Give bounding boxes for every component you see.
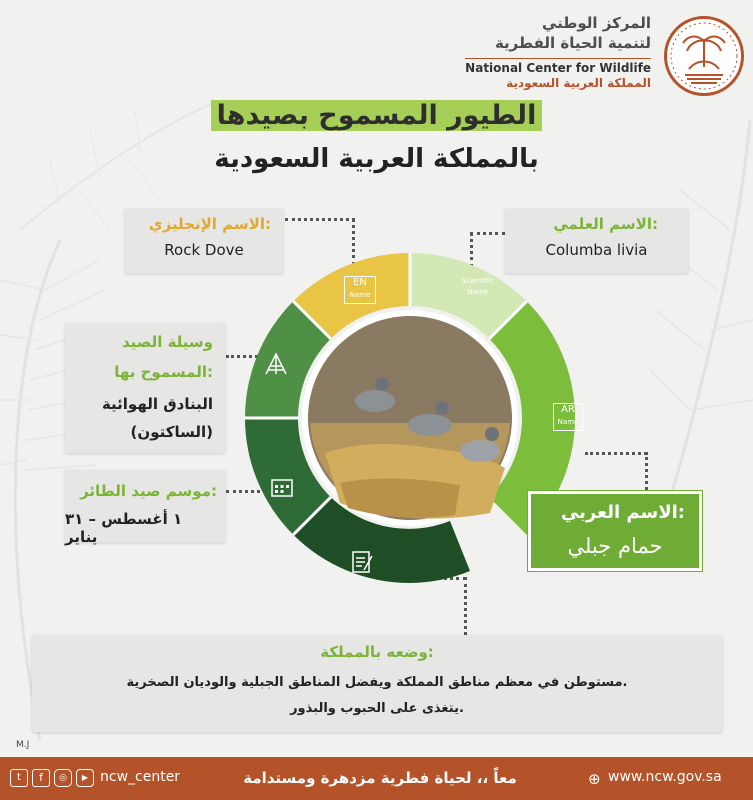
status-line2: يتغذى على الحبوب والبذور. [290, 701, 464, 716]
footer-slogan: معاً ،، لحياة فطرية مزدهرة ومستدامة [243, 769, 517, 787]
twitter-icon[interactable]: t [10, 769, 28, 787]
hunting-tool-label-line2: المسموح بها: [114, 363, 213, 381]
globe-icon: ⊕ [588, 770, 601, 788]
designer-signature: M.J [16, 740, 30, 750]
footer-bar [0, 757, 753, 800]
connector-status-v [464, 577, 467, 635]
arabic-name-value: حمام جبلي [567, 534, 663, 558]
ar-name-badge: AR Name [553, 403, 583, 431]
english-name-value: Rock Dove [164, 241, 244, 259]
footer-website[interactable]: www.ncw.gov.sa [608, 769, 722, 785]
season-value: ١ أغسطس – ٣١ يناير [65, 510, 183, 546]
org-country-ar: المملكة العربية السعودية [506, 76, 651, 90]
clipboard-icon [350, 548, 374, 574]
org-name-en: National Center for Wildlife [465, 58, 651, 75]
calendar-icon [270, 476, 294, 498]
hunting-tool-value-line1: البنادق الهوائية [101, 395, 213, 413]
ncw-logo [664, 16, 744, 96]
status-card [32, 635, 722, 732]
status-label: وضعه بالمملكة: [320, 643, 434, 661]
org-name-ar-line1: المركز الوطني [541, 14, 651, 32]
social-icons [10, 769, 94, 787]
scientific-name-value: Columba livia [545, 241, 648, 259]
page-title-line1: الطيور المسموح بصيدها [0, 100, 753, 131]
connector-arabic-v [645, 452, 648, 490]
hunting-tool-value-line2: (الساكتون) [130, 423, 213, 441]
season-card [65, 470, 225, 546]
scientific-name-card [505, 209, 688, 273]
connector-en [285, 218, 355, 221]
youtube-icon[interactable]: ▶ [76, 769, 94, 787]
season-label: موسم صيد الطائر: [80, 482, 217, 500]
page-title-line2: بالمملكة العربية السعودية [214, 144, 539, 174]
scientific-name-badge: Scientific Name [462, 277, 494, 296]
arabic-name-label: الاسم العربي: [560, 502, 685, 523]
english-name-label: الاسم الإنجليزي: [148, 215, 271, 233]
connector-arabic [585, 452, 647, 455]
status-line1: مستوطن في معظم مناطق المملكة ويفضل المناطق الجبلية والوديان الصخرية. [126, 675, 628, 690]
facebook-icon[interactable]: f [32, 769, 50, 787]
palm-logo-icon [667, 19, 741, 93]
org-name-ar-line2: لتنمية الحياة الفطرية [494, 34, 651, 52]
instagram-icon[interactable]: ◎ [54, 769, 72, 787]
arabic-name-card [528, 491, 702, 571]
footer-handle[interactable]: ncw_center [100, 769, 181, 785]
hunting-tool-card [65, 323, 225, 453]
hunting-tool-label-line1: وسيلة الصيد [122, 333, 213, 351]
tower-icon [262, 350, 290, 376]
scientific-name-label: الاسم العلمي: [553, 215, 658, 233]
en-name-badge: EN Name [344, 276, 376, 304]
connector-sci [470, 232, 505, 235]
english-name-card [125, 209, 283, 273]
